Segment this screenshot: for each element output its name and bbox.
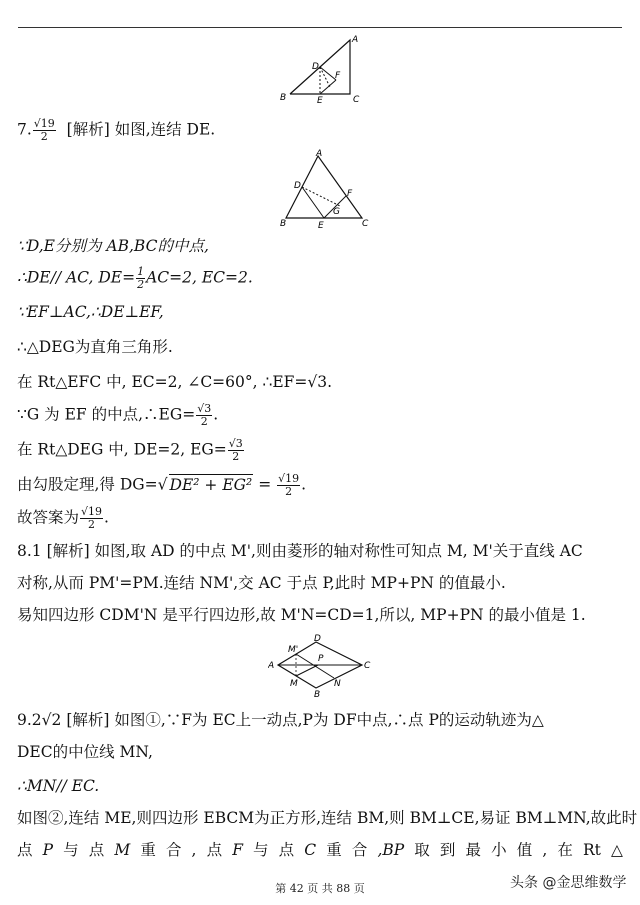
fig3-label-c: C [364, 661, 371, 671]
q9-line-4: 如图②,连结 ME,则四边形 EBCM为正方形,连结 BM,则 BM⊥CE,易证 BM⊥MN,故此时 [17, 809, 638, 827]
q7-line-4: ∴△DEG为直角三角形. [17, 338, 173, 356]
fig1-label-b: B [280, 93, 287, 103]
fig2-label-c: C [362, 219, 369, 229]
q7-line-5: 在 Rt△EFC 中, EC=2, ∠C=60°, ∴EF=√3. [17, 373, 333, 391]
fig3-label-m: M [290, 679, 298, 689]
q7-header: 7. $\frac{√19}{2}$ [解析] 如图,连结 DE. [17, 117, 216, 143]
q8-line-3: 易知四边形 CDM'N 是平行四边形,故 M'N=CD=1,所以, MP+PN 的最小值是 1. [17, 606, 586, 624]
q9-line-5: 点 P 与 点 M 重 合 , 点 F 与 点 C 重 合 ,BP 取 到 最 小 值 , 在 Rt △ [17, 841, 623, 859]
fig3-label-b: B [314, 690, 321, 698]
fig1-label-c: C [353, 95, 360, 104]
fig2-label-d: D [294, 181, 301, 191]
q8-line-2: 对称,从而 PM'=PM.连结 NM',交 AC 于点 P,此时 MP+PN 的值最小. [17, 574, 506, 592]
fig1-label-a: A [352, 35, 359, 45]
q7-line-3: ∵EF⊥AC,∴DE⊥EF, [17, 303, 164, 321]
fig3-label-p: P [318, 654, 324, 664]
fig3-label-mprime: M' [288, 645, 299, 655]
fig3-label-n: N [334, 679, 341, 689]
fig1-label-e: E [317, 96, 323, 104]
fig1-label-d: D [312, 62, 319, 72]
page-footer: 第 42 页 共 88 页 [275, 882, 365, 895]
q7-line-8: 由勾股定理,得 DG=√ DE² + EG² = $\frac{√19}{2}$ . [17, 472, 307, 498]
q9-line-1: 9.2√2 [解析] 如图①,∵F为 EC上一动点,P为 DF中点,∴点 P的运动轨迹为△ [17, 711, 544, 729]
q7-line-9: 故答案为 $\frac{√19}{2}$ . [17, 505, 109, 531]
q7-line-2: ∴DE// AC, DE= $\frac{1}{2}$ AC=2, EC=2. [17, 265, 253, 291]
figure-2-triangle [280, 148, 370, 230]
q7-line-1: ∵D,E分别为 AB,BC的中点, [17, 237, 209, 255]
fig2-label-e: E [318, 221, 324, 230]
figure-1-triangle [278, 32, 368, 104]
q8-line-1: 8.1 [解析] 如图,取 AD 的中点 M',则由菱形的轴对称性可知点 M, M'关于直线 AC [17, 542, 583, 560]
header-rule [18, 27, 622, 28]
figure-3-rhombus [268, 634, 378, 698]
watermark: 头条 @金思维数学 [510, 875, 627, 891]
fig2-label-a: A [316, 149, 323, 159]
q9-line-2: DEC的中位线 MN, [17, 743, 153, 761]
q7-line-6: ∵G 为 EF 的中点,∴EG= $\frac{√3}{2}$ . [17, 402, 219, 428]
fig1-label-f: F [335, 71, 341, 81]
fig2-label-f: F [347, 189, 353, 199]
fig2-label-g: G [333, 207, 340, 217]
fig2-label-b: B [280, 219, 287, 229]
fig3-label-a: A [268, 661, 275, 671]
q9-line-3: ∴MN// EC. [17, 777, 100, 795]
fig3-label-d: D [314, 634, 321, 644]
q7-line-7: 在 Rt△DEG 中, DE=2, EG= $\frac{√3}{2}$ [17, 437, 243, 463]
